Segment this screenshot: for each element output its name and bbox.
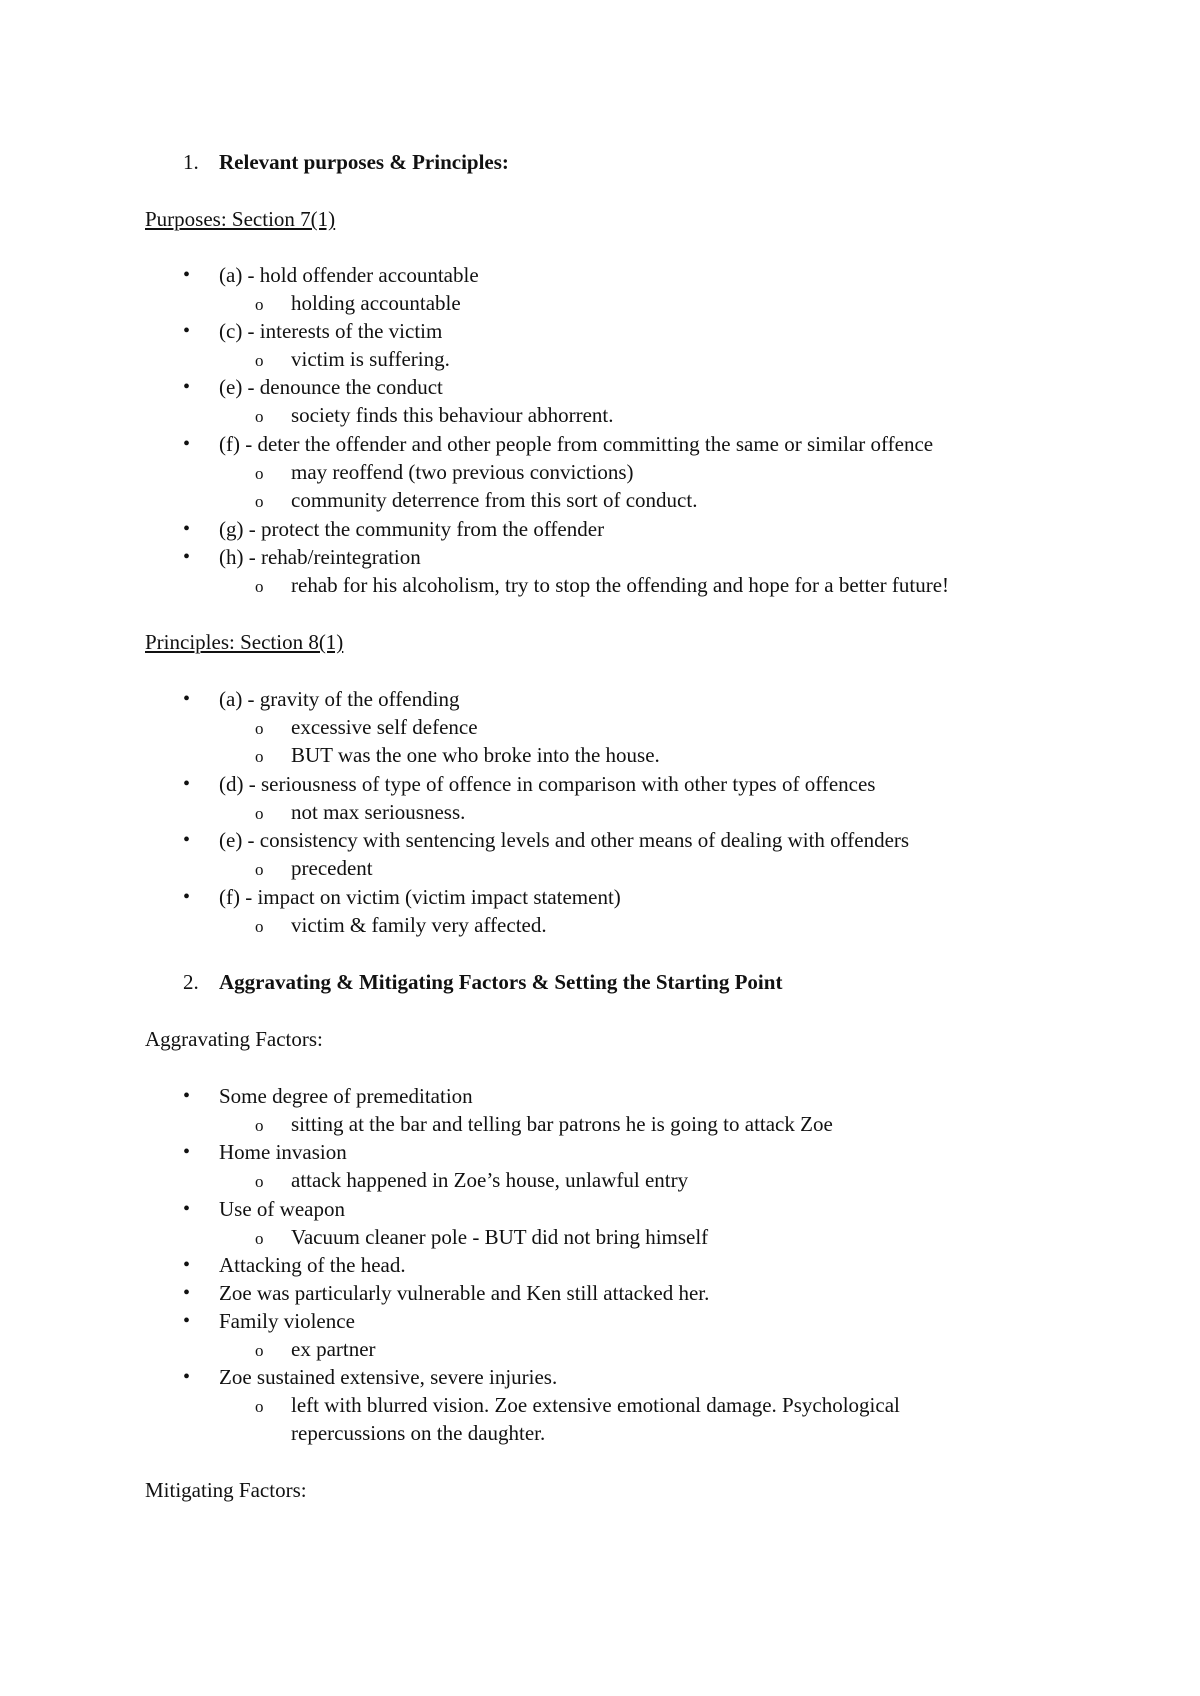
sub-bullet-glyph: o xyxy=(255,295,264,314)
bullet-glyph: • xyxy=(183,1366,191,1388)
sub-item-text: society finds this behaviour abhorrent. xyxy=(291,403,614,427)
list-item-text: (f) - impact on victim (victim impact statement) xyxy=(219,885,621,909)
bullet-glyph: • xyxy=(183,546,191,568)
list-item-text: (a) - hold offender accountable xyxy=(219,263,479,287)
list-item-text: Zoe sustained extensive, severe injuries. xyxy=(219,1365,558,1389)
sub-bullet-glyph: o xyxy=(255,407,264,426)
list-item-text: Zoe was particularly vulnerable and Ken still attacked her. xyxy=(219,1281,710,1305)
sub-bullet-glyph: o xyxy=(255,1172,264,1191)
bullet-glyph: • xyxy=(183,518,191,540)
list-item-text: (a) - gravity of the offending xyxy=(219,687,460,711)
sub-bullet-glyph: o xyxy=(255,492,264,511)
list-item-text: (e) - denounce the conduct xyxy=(219,375,443,399)
sub-item-text: holding accountable xyxy=(291,291,461,315)
mitigating-heading: Mitigating Factors: xyxy=(145,1478,307,1502)
list-item-text: (f) - deter the offender and other people from committing the same or similar offence xyxy=(219,432,934,456)
aggravating-heading: Aggravating Factors: xyxy=(145,1027,323,1051)
sub-item-text: excessive self defence xyxy=(291,715,478,739)
bullet-glyph: • xyxy=(183,886,191,908)
bullet-glyph: • xyxy=(183,320,191,342)
section-2-title: Aggravating & Mitigating Factors & Setting the Starting Point xyxy=(219,970,783,994)
sub-item-text: ex partner xyxy=(291,1337,376,1361)
sub-item-text: BUT was the one who broke into the house. xyxy=(291,743,660,767)
sub-item-text: not max seriousness. xyxy=(291,800,466,824)
sub-bullet-glyph: o xyxy=(255,1397,264,1416)
list-item-text: Family violence xyxy=(219,1309,355,1333)
sub-bullet-glyph: o xyxy=(255,804,264,823)
sub-item-text: community deterrence from this sort of conduct. xyxy=(291,488,698,512)
sub-bullet-glyph: o xyxy=(255,1116,264,1135)
purposes-heading: Purposes: Section 7(1) xyxy=(145,207,336,231)
sub-item-text: attack happened in Zoe’s house, unlawful entry xyxy=(291,1168,689,1192)
sub-item-text: precedent xyxy=(291,856,373,880)
bullet-glyph: • xyxy=(183,829,191,851)
bullet-glyph: • xyxy=(183,376,191,398)
bullet-glyph: • xyxy=(183,1310,191,1332)
bullet-glyph: • xyxy=(183,1141,191,1163)
sub-item-text: Vacuum cleaner pole - BUT did not bring himself xyxy=(291,1225,709,1249)
bullet-glyph: • xyxy=(183,773,191,795)
sub-bullet-glyph: o xyxy=(255,860,264,879)
sub-bullet-glyph: o xyxy=(255,917,264,936)
principles-heading: Principles: Section 8(1) xyxy=(145,630,344,654)
bullet-glyph: • xyxy=(183,1085,191,1107)
sub-item-text: may reoffend (two previous convictions) xyxy=(291,460,634,484)
sub-bullet-glyph: o xyxy=(255,1229,264,1248)
bullet-glyph: • xyxy=(183,264,191,286)
sub-bullet-glyph: o xyxy=(255,464,264,483)
sub-bullet-glyph: o xyxy=(255,577,264,596)
list-item-text: (g) - protect the community from the offender xyxy=(219,517,605,541)
section-2-number: 2. xyxy=(183,970,199,994)
section-1-title: Relevant purposes & Principles: xyxy=(219,150,509,174)
bullet-glyph: • xyxy=(183,1198,191,1220)
bullet-glyph: • xyxy=(183,433,191,455)
bullet-glyph: • xyxy=(183,1282,191,1304)
sub-bullet-glyph: o xyxy=(255,747,264,766)
list-item-text: Attacking of the head. xyxy=(219,1253,406,1277)
list-item-text: Use of weapon xyxy=(219,1197,345,1221)
section-1-number: 1. xyxy=(183,150,199,174)
sub-item-text: repercussions on the daughter. xyxy=(291,1421,546,1445)
sub-bullet-glyph: o xyxy=(255,719,264,738)
sub-item-text: victim & family very affected. xyxy=(291,913,547,937)
sub-bullet-glyph: o xyxy=(255,351,264,370)
sub-bullet-glyph: o xyxy=(255,1341,264,1360)
list-item-text: (h) - rehab/reintegration xyxy=(219,545,421,569)
list-item-text: (e) - consistency with sentencing levels and other means of dealing with offenders xyxy=(219,828,910,852)
list-item-text: (c) - interests of the victim xyxy=(219,319,443,343)
list-item-text: Some degree of premeditation xyxy=(219,1084,473,1108)
sub-item-text: left with blurred vision. Zoe extensive emotional damage. Psychological xyxy=(291,1393,900,1417)
list-item-text: Home invasion xyxy=(219,1140,347,1164)
list-item-text: (d) - seriousness of type of offence in comparison with other types of offences xyxy=(219,772,876,796)
bullet-glyph: • xyxy=(183,1254,191,1276)
sub-item-text: rehab for his alcoholism, try to stop the offending and hope for a better future! xyxy=(291,573,950,597)
bullet-glyph: • xyxy=(183,688,191,710)
sub-item-text: victim is suffering. xyxy=(291,347,450,371)
sub-item-text: sitting at the bar and telling bar patrons he is going to attack Zoe xyxy=(291,1112,833,1136)
